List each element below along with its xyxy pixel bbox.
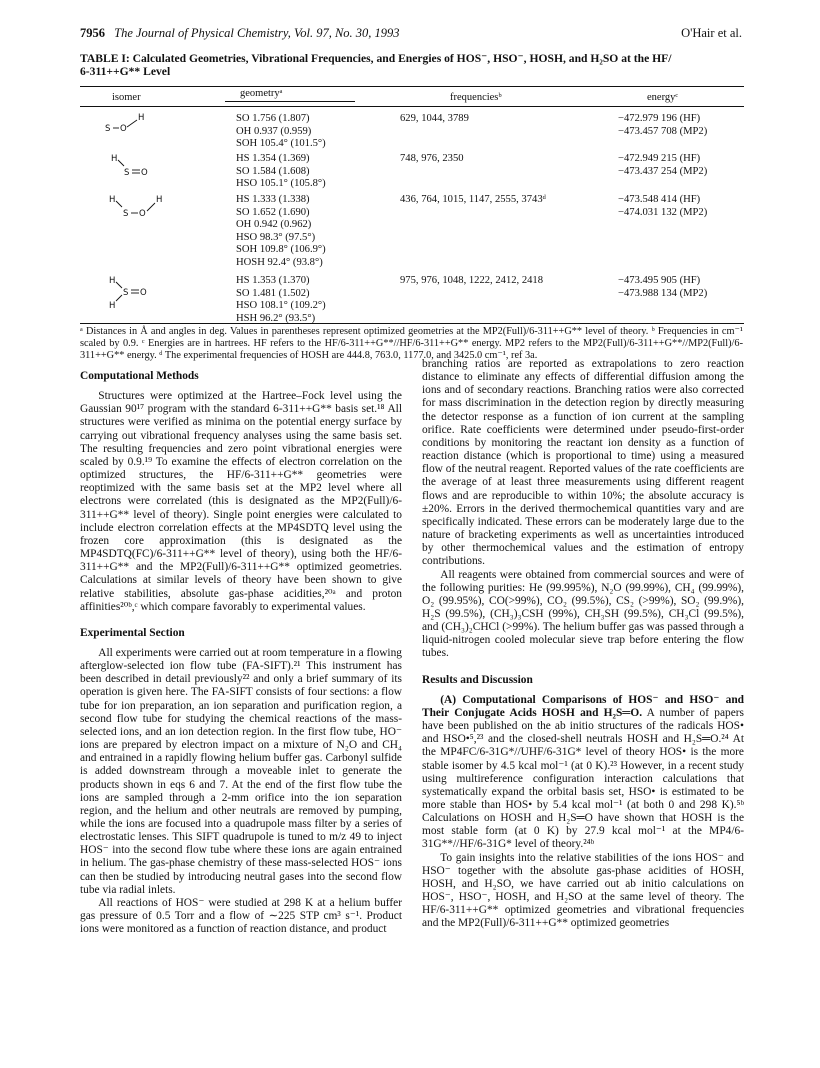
left-column bbox=[80, 370, 402, 936]
svg-text:O: O bbox=[139, 209, 146, 219]
page-number: 7956 bbox=[80, 26, 105, 40]
svg-text:O: O bbox=[140, 288, 147, 298]
paragraph-computational-comparisons bbox=[422, 694, 744, 852]
svg-text:O: O bbox=[141, 168, 148, 178]
svg-text:S: S bbox=[105, 124, 111, 134]
table-row-h2so-frequencies: 975, 976, 1048, 1222, 2412, 2418 bbox=[400, 275, 544, 286]
paragraph-experimental-conditions: All reactions of HOS⁻ were studied at 298 K at a helium buffer gas pressure of 0.5 Torr and a flow of ∼225 STP cm³ s⁻¹. Product ions were monitored as a function of reaction distance, and product bbox=[80, 896, 402, 936]
table-header-rule bbox=[80, 106, 744, 107]
paragraph-methods: Structures were optimized at the Hartree–Fock level using the Gaussian 90¹⁷ program with the standard 6-311++G** basis set.¹⁸ All structures were verified as minima on the potential energy surface by carrying out vibrational frequency analyses using the same basis set. The resulting frequencies and zero point vibrational energies were scaled by 0.9.¹⁹ To examine the effects of electron correlation on the optimized structures, the HF/6-311++G** geometries were reoptimized with the same basis set at the MP2 level where all electrons were correlated (this is designated as the MP2(Full)/6-311++G** level of theory). Single point energies were calculated to include electron correlation effects at the MP4SDTQ level using the frozen core approximation (this is designated as the MP4SDTQ(FC)/6-311++G** level of theory), using both the HF/6-311++G** and the MP2(Full)/6-311++G** optimized geometries. Calculations at similar levels of theory have been shown to give relative stabilities, absolute gas-phase acidities,²⁰ᵃ and proton affinities²⁰ᵇ,ᶜ which compare favorably to experimental values. bbox=[80, 390, 402, 613]
table-bottom-rule bbox=[80, 323, 744, 324]
running-header bbox=[80, 26, 742, 41]
column-header-isomer: isomer bbox=[112, 92, 141, 103]
table-footnote: ᵃ Distances in Å and angles in deg. Values in parentheses represent optimized geometries at the MP2(Full)/6-311++G** level of theory. ᵇ Frequencies in cm⁻¹ scaled by 0.9. ᶜ Energies are in hartrees. HF refers to the HF/6-311++G**//HF/6-311++G** energy. MP2 refers to the MP2(Full)/6-311++G**//MP2(Full)/6-311++G** energy. ᵈ The experimental frequencies of HOSH are 444.8, 763.0, 1177.0, and 3425.0 cm⁻¹, ref 3a. bbox=[80, 326, 743, 361]
paragraph-reagents: All reagents were obtained from commercial sources and were of the following purities: He (99.995%), N₂O (99.99%), CH₄ (99.99%), O₂ (99.95%), CO(>99%), CO₂ (99.5%), CS₂ (>99%), SO₂ (99.9%), H₂S (99.5%), (CH₃)₃CSH (99%), CH₃SH (99.5%), CH₃Cl (99.5%), and (CH₃)₂CHCl (>99%). The helium buffer gas was passed through a liquid-nitrogen cooled molecular sieve trap before entering the flow tubes. bbox=[422, 568, 744, 660]
hosh-structure bbox=[108, 192, 178, 222]
geometry-header-rule bbox=[225, 101, 355, 102]
table-row-hos-energy: −472.979 196 (HF) −473.457 708 (MP2) bbox=[618, 113, 708, 137]
svg-text:S: S bbox=[123, 209, 129, 219]
subsection-heading: (A) Computational Comparisons of HOS⁻ and HSO⁻ and Their Conjugate Acids HOSH and H₂S═O. bbox=[422, 693, 744, 719]
journal-citation: The Journal of Physical Chemistry, Vol. 97, No. 30, 1993 bbox=[114, 26, 400, 40]
right-column bbox=[422, 358, 744, 931]
table-row-hosh-geometry: HS 1.333 (1.338) SO 1.652 (1.690) OH 0.942 (0.962) HSO 98.3° (97.5°) SOH 109.8° (106.9°) HOSH 92.4° (93.8°) bbox=[236, 194, 326, 268]
table-row-hso-frequencies: 748, 976, 2350 bbox=[400, 153, 464, 164]
hso-anion-structure bbox=[110, 151, 170, 181]
svg-text:S: S bbox=[124, 168, 130, 178]
table-caption-line2: 6-311++G** Level bbox=[80, 65, 171, 78]
table-row-h2so-energy: −473.495 905 (HF) −473.988 134 (MP2) bbox=[618, 275, 708, 299]
column-header-energy: energyᶜ bbox=[647, 92, 679, 103]
hos-anion-structure bbox=[104, 110, 164, 138]
table-caption bbox=[80, 52, 745, 78]
heading-experimental-section: Experimental Section bbox=[80, 626, 185, 639]
table-row-hos-geometry: SO 1.756 (1.807) OH 0.937 (0.959) SOH 105.4° (101.5°) bbox=[236, 113, 326, 150]
heading-computational-methods: Computational Methods bbox=[80, 370, 199, 382]
svg-text:S: S bbox=[123, 288, 129, 298]
svg-text:H: H bbox=[109, 301, 116, 311]
table-top-rule bbox=[80, 86, 744, 87]
column-header-geometry: geometryᵃ bbox=[240, 88, 283, 99]
heading-results-discussion: Results and Discussion bbox=[422, 673, 533, 686]
table-row-hos-frequencies: 629, 1044, 3789 bbox=[400, 113, 469, 124]
svg-text:H: H bbox=[111, 154, 118, 164]
paragraph-computational-text: A number of papers have been published on the ab initio structures of the radicals HOS• and HSO•⁵,²³ and the closed-shell neutrals HOSH and H₂S═O.²⁴ At the MP4FC/6-31G*//UHF/6-31G* level of theory HOS• is the more stable isomer by 4.5 kcal mol⁻¹ (at 0 K).²³ However, in a recent study using multireference configuration interaction calculations that systematically expand the orbital basis set, HSO• is estimated to be more stable than HOS• by 5.4 kcal mol⁻¹ (at both 0 and 298 K).⁵ᵇ Calculations on HOSH and H₂S═O have shown that HOSH is the most stable form (at 0 K) by 27.9 kcal mol⁻¹ at the MP4/6-31G**//HF/6-31G* level of theory.²⁴ᵇ bbox=[422, 706, 744, 851]
h2so-structure bbox=[108, 273, 168, 313]
table-caption-line1: TABLE I: Calculated Geometries, Vibrational Frequencies, and Energies of HOS⁻, HSO⁻, HOSH, and H₂SO at the HF/ bbox=[80, 52, 672, 65]
table-row-h2so-geometry: HS 1.353 (1.370) SO 1.481 (1.502) HSO 108.1° (109.2°) HSH 96.2° (93.5°) bbox=[236, 275, 326, 324]
table-row-hso-energy: −472.949 215 (HF) −473.437 254 (MP2) bbox=[618, 153, 708, 177]
svg-text:H: H bbox=[138, 113, 145, 123]
paragraph-experimental: All experiments were carried out at room temperature in a flowing afterglow-selected ion flow tube (FA-SIFT).²¹ This instrument has been described in detail previously²² and only a brief summary of its operation is given here. The FA-SIFT consists of four sections: a flow tube for ion preparation, an ion separation and purification region, a second flow tube for studying the chemical reactions of the mass-selected ions, and an ion detection region. In the first flow tube, HO⁻ ions are prepared by electron impact on a mixture of N₂O and CH₄ and entrained in a rapidly flowing helium buffer gas. Carbonyl sulfide is added downstream through a moveable inlet to generate the products shown in eqs 6 and 7. At the end of the first flow tube the ions are sampled through a 2-mm orifice into the ion separation region, and the helium and other neutrals are removed by pumping, while the ions are focused into a quadrupole mass filter by a series of electrostatic lenses. This SIFT quadrupole is tuned to m/z 49 to inject HOS⁻ into the second flow tube where these ions are again entrained in helium. The gas-phase chemistry of these mass-selected HOS⁻ ions can then be studied by introducing neutral gases into the second flow tube via radial inlets. bbox=[80, 646, 402, 896]
paragraph-relative-stabilities: To gain insights into the relative stabilities of the ions HOS⁻ and HSO⁻ together with the absolute gas-phase acidities of HOSH, HOSH, and H₂SO, we have carried out ab initio calculations on HOS⁻, HSO⁻, HOSH, and H₂SO at the same level of theory. The HF/6-311++G** optimized geometries and vibrational frequencies and the MP2(Full)/6-311++G** optimized geometries bbox=[422, 851, 744, 930]
table-row-hosh-frequencies: 436, 764, 1015, 1147, 2555, 3743ᵈ bbox=[400, 194, 546, 205]
running-authors: O'Hair et al. bbox=[681, 26, 742, 40]
svg-text:O: O bbox=[120, 124, 127, 134]
svg-text:H: H bbox=[109, 195, 116, 205]
svg-text:H: H bbox=[109, 276, 116, 286]
svg-text:H: H bbox=[156, 195, 163, 205]
table-row-hso-geometry: HS 1.354 (1.369) SO 1.584 (1.608) HSO 105.1° (105.8°) bbox=[236, 153, 326, 190]
column-header-frequencies: frequenciesᵇ bbox=[450, 92, 502, 103]
table-row-hosh-energy: −473.548 414 (HF) −474.031 132 (MP2) bbox=[618, 194, 708, 218]
paragraph-branching-ratios: branching ratios are reported as extrapolations to zero reaction distance to eliminate any effects of differential diffusion among the ions and of secondary reactions. Branching ratios were also corrected for mass discrimination in the detection region by directly measuring the detector response as a function of ion current at the sampling orifice. Rate coefficients were determined under pseudo-first-order conditions by monitoring the reactant ion density as a function of reaction distance (which is proportional to time) using a measured flow of the neutral reagent. Reported values of the rate coefficients are the average of at least three measurements using different reagent flows and are reproducible to within 10%; the absolute accuracy is ±20%. Errors in the derived thermochemical quantities vary and are specifically indicated. These errors can be moderately large due to the nature of bracketing experiments as well as uncertainties introduced by other thermochemical values and the estimation of entropy contributions. bbox=[422, 358, 744, 568]
